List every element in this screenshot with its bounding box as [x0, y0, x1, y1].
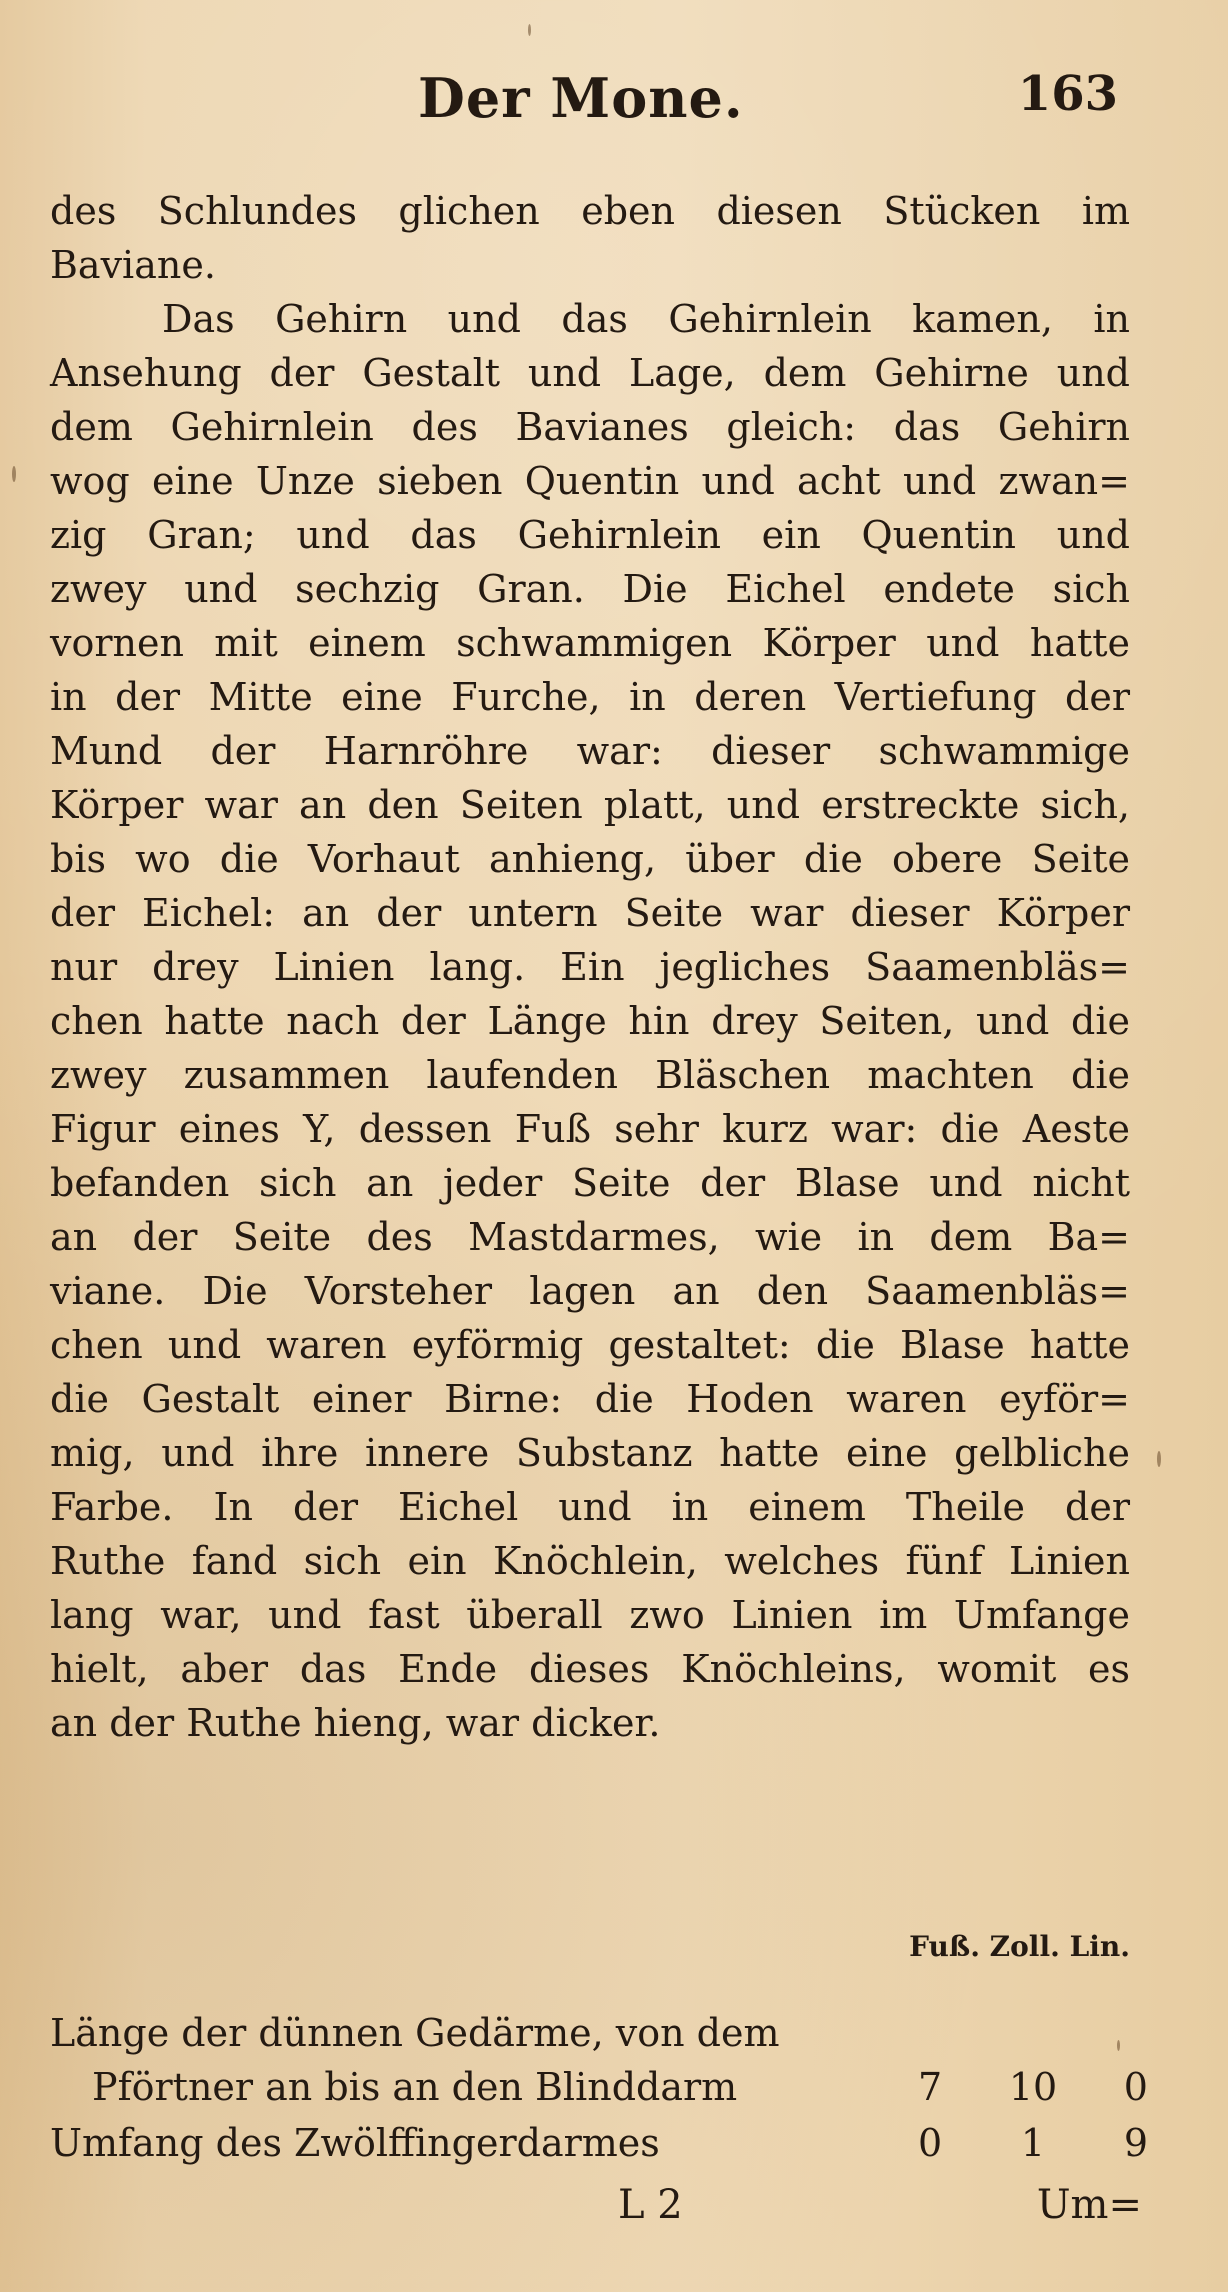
measurement-zoll: 1	[1020, 2121, 1046, 2165]
measurement-label: Pförtner an bis an den Blinddarm	[92, 2065, 738, 2109]
text-line: des Schlundes glichen eben diesen Stücken im	[50, 189, 1130, 233]
text-line: chen und waren eyförmig gestaltet: die Blase hatte	[50, 1323, 1130, 1367]
text-line: zwey und sechzig Gran. Die Eichel endete sich	[50, 567, 1130, 611]
measurement-lin: 9	[1123, 2121, 1148, 2165]
running-head: Der Mone.	[418, 66, 744, 130]
text-line: hielt, aber das Ende dieses Knöchleins, womit es	[50, 1647, 1130, 1691]
text-line: an der Ruthe hieng, war dicker.	[50, 1701, 661, 1745]
measurement-values	[918, 2060, 1148, 2114]
text-line: wog eine Unze sieben Quentin und acht und zwan=	[50, 459, 1130, 503]
text-line: Körper war an den Seiten platt, und erstreckte sich,	[50, 783, 1130, 827]
text-line: nur drey Linien lang. Ein jegliches Saamenbläs=	[50, 945, 1130, 989]
paper-speck	[12, 466, 16, 482]
measurement-foot: 7	[918, 2065, 943, 2109]
text-line: Das Gehirn und das Gehirnlein kamen, in	[162, 297, 1130, 341]
text-line: zwey zusammen laufenden Bläschen machten die	[50, 1053, 1130, 1097]
text-line: Mund der Harnröhre war: dieser schwammige	[50, 729, 1130, 773]
page-header	[48, 66, 1118, 136]
text-line: vornen mit einem schwammigen Körper und hatte	[50, 621, 1130, 665]
measurement-units-header: Fuß. Zoll. Lin.	[909, 1930, 1130, 1963]
text-line: mig, und ihre innere Substanz hatte eine gelbliche	[50, 1431, 1130, 1475]
paper-speck	[1157, 1451, 1161, 1467]
measurement-foot: 0	[918, 2121, 943, 2165]
text-line: Ansehung der Gestalt und Lage, dem Gehirne und	[50, 351, 1130, 395]
paper-speck	[1117, 2040, 1120, 2051]
measurement-lin: 0	[1123, 2065, 1148, 2109]
text-line: lang war, und fast überall zwo Linien im Umfange	[50, 1593, 1130, 1637]
body-text	[50, 184, 1130, 1750]
text-line: Farbe. In der Eichel und in einem Theile der	[50, 1485, 1130, 1529]
page-number: 163	[1017, 66, 1118, 122]
text-line: dem Gehirnlein des Bavianes gleich: das Gehirn	[50, 405, 1130, 449]
page-footer	[50, 2178, 1142, 2232]
measurement-label: Umfang des Zwölffingerdarmes	[50, 2121, 660, 2165]
text-line: in der Mitte eine Furche, in deren Vertiefung der	[50, 675, 1130, 719]
text-line: Figur eines Y, dessen Fuß sehr kurz war: die Aeste	[50, 1107, 1130, 1151]
measurement-row	[50, 2116, 1148, 2170]
catchword: Um=	[1036, 2182, 1142, 2228]
measurement-row	[50, 2060, 1148, 2114]
signature-mark: L 2	[618, 2182, 683, 2228]
text-line: viane. Die Vorsteher lagen an den Saamenbläs=	[50, 1269, 1130, 1313]
measurement-zoll: 10	[1008, 2065, 1058, 2109]
text-line: die Gestalt einer Birne: die Hoden waren eyför=	[50, 1377, 1130, 1421]
measurement-row-label-first: Länge der dünnen Gedärme, von dem	[50, 2011, 780, 2055]
text-line: Baviane.	[50, 243, 216, 287]
text-line: an der Seite des Mastdarmes, wie in dem Ba=	[50, 1215, 1130, 1259]
text-line: bis wo die Vorhaut anhieng, über die obere Seite	[50, 837, 1130, 881]
text-line: zig Gran; und das Gehirnlein ein Quentin und	[50, 513, 1130, 557]
text-line: befanden sich an jeder Seite der Blase und nicht	[50, 1161, 1130, 1205]
text-line: der Eichel: an der untern Seite war dieser Körper	[50, 891, 1130, 935]
text-line: Ruthe fand sich ein Knöchlein, welches fünf Linien	[50, 1539, 1130, 1583]
text-line: chen hatte nach der Länge hin drey Seiten, und die	[50, 999, 1130, 1043]
measurement-values	[918, 2116, 1148, 2170]
paper-speck	[528, 24, 531, 36]
